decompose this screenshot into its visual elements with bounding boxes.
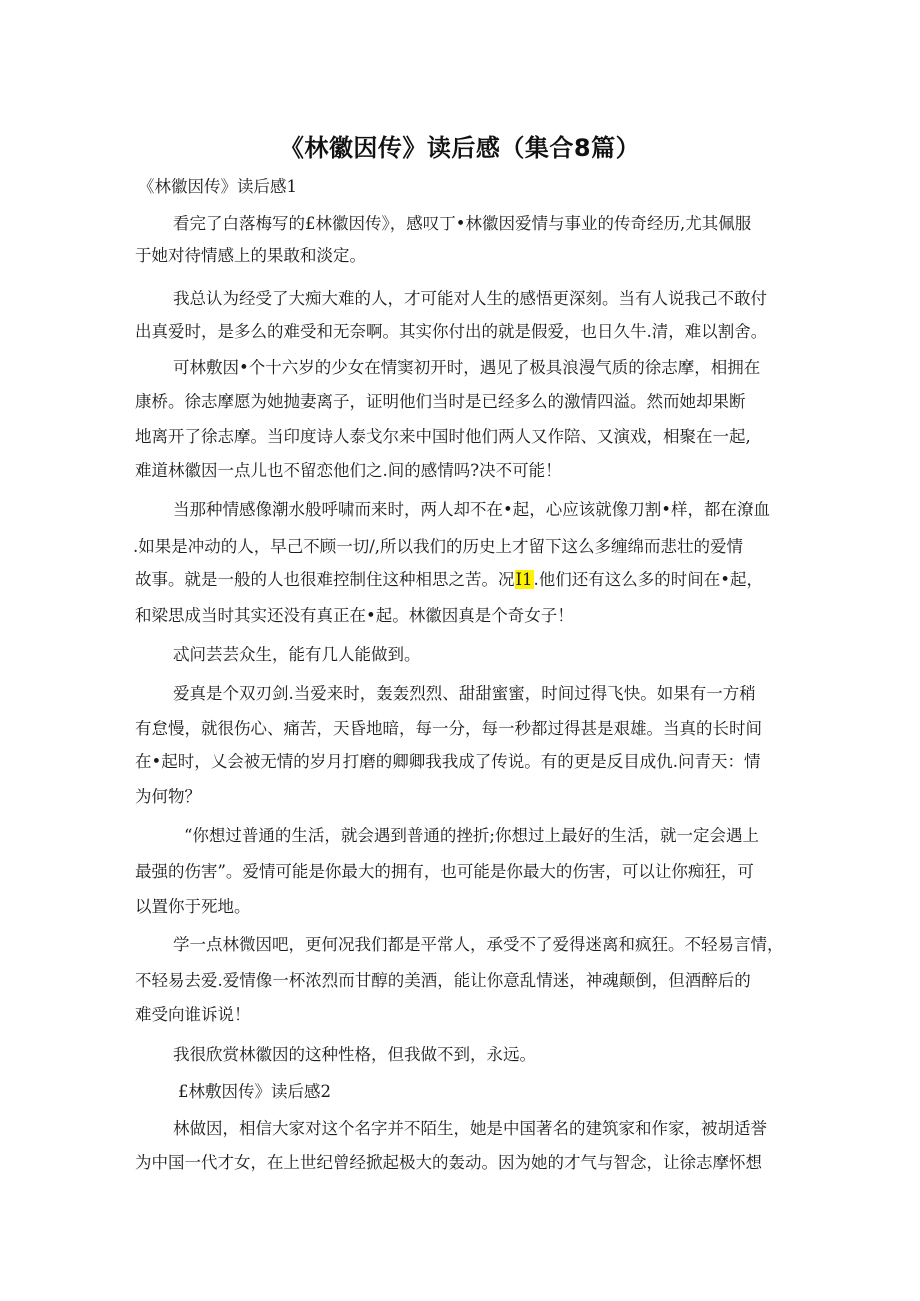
paragraph-line: 难受向谁诉说！ — [135, 1005, 251, 1024]
paragraph-line: 学一点林微因吧，更何况我们都是平常人，承受不了爱得迷离和疯狂。不轻易言情， — [173, 935, 784, 954]
paragraph-line: 为何物？ — [135, 787, 201, 806]
text-run: .他们还有这么多的时间在•起， — [533, 570, 763, 589]
paragraph-line: 出真爱时，是多么的难受和无奈啊。其实你付出的就是假爱，也日久牛.清，难以割舍。 — [135, 322, 768, 341]
paragraph-line: 有怠慢，就很伤心、痛苦，天昏地暗，每一分，每一秒都过得甚是艰雄。当真的长时间 — [135, 719, 762, 738]
paragraph-line: 可林敷因•个十六岁的少女在情窦初开时，遇见了极具浪漫气质的徐志摩，相拥在 — [173, 358, 761, 377]
paragraph-line: 看完了白落梅写的£林徽因传》，感叹丁•林徽因爱情与事业的传奇经历,尤其佩服 — [173, 214, 752, 233]
paragraph-line-highlighted — [135, 569, 763, 591]
section-heading-2: £林敷因传》读后感2 — [178, 1082, 331, 1101]
text-run: 故事。就是一般的人也很难控制住这种相思之苦。况 — [135, 570, 515, 589]
paragraph-line: .如果是冲动的人，早己不顾一切/,所以我们的历史上才留下这么多缠绵而悲壮的爱情 — [133, 537, 744, 556]
page-title: 《林徽因传》读后感（集合8篇） — [279, 134, 641, 162]
paragraph-line: 最强的伤害”。爱情可能是你最大的拥有，也可能是你最大的伤害，可以让你痴狂，可 — [135, 862, 754, 881]
paragraph-line: 难道林徽因一点儿也不留恋他们之.间的感情吗?决不可能！ — [135, 461, 562, 480]
paragraph-line: 为中国一代才女，在上世纪曾经掀起极大的轰动。因为她的才气与智念，让徐志摩怀想 — [135, 1153, 762, 1172]
paragraph-line: 在•起时，乂会被无情的岁月打磨的卿卿我我成了传说。有的更是反目成仇.问青天：情 — [135, 752, 761, 771]
paragraph-line: “你想过普通的生活，就会遇到普通的挫折;你想过上最好的生活，就一定会遇上 — [184, 826, 759, 845]
paragraph-line: 我很欣赏林徽因的这种性格，但我做不到，永远。 — [173, 1045, 536, 1064]
paragraph-line: 爱真是个双刃剑.当爱来时，轰轰烈烈、甜甜蜜蜜，时间过得飞快。如果有一方稍 — [173, 684, 756, 703]
paragraph-line: 我总认为经受了大痴大难的人，才可能对人生的感悟更深刻。当有人说我己不敢付 — [173, 289, 767, 308]
paragraph-line: 不轻易去爱.爱情像一杯浓烈而甘醇的美酒，能让你意乱情迷，神魂颠倒，但酒醉后的 — [135, 971, 751, 990]
paragraph-line: 康桥。徐志摩愿为她抛妻离子，证明他们当时是已经多么的激情四溢。然而她却果断 — [135, 392, 746, 411]
paragraph-line: 和梁思成当时其实还没有真正在•起。林徽因真是个奇女子！ — [135, 606, 574, 625]
paragraph-line: 林做因，相信大家对这个名字并不陌生，她是中国著名的建筑家和作家，被胡适誉 — [173, 1119, 767, 1138]
paragraph-line: 当那种情感像潮水般呼啸而来时，两人却不在•起，心应该就像刀割•样，都在潦血 — [173, 500, 770, 519]
paragraph-line: 地离开了徐志摩。当印度诗人泰戈尔来中国时他们两人又作陪、又演戏，相聚在一起, — [135, 427, 751, 446]
section-heading-1: 《林徽因传》读后感1 — [138, 177, 297, 196]
paragraph-line: 以置你于死地。 — [135, 897, 251, 916]
highlight-mark: I1 — [515, 570, 533, 589]
paragraph-line: 忒问芸芸众生，能有几人能做到。 — [173, 645, 421, 664]
paragraph-line: 于她对待情感上的果敢和淡定。 — [135, 246, 366, 265]
